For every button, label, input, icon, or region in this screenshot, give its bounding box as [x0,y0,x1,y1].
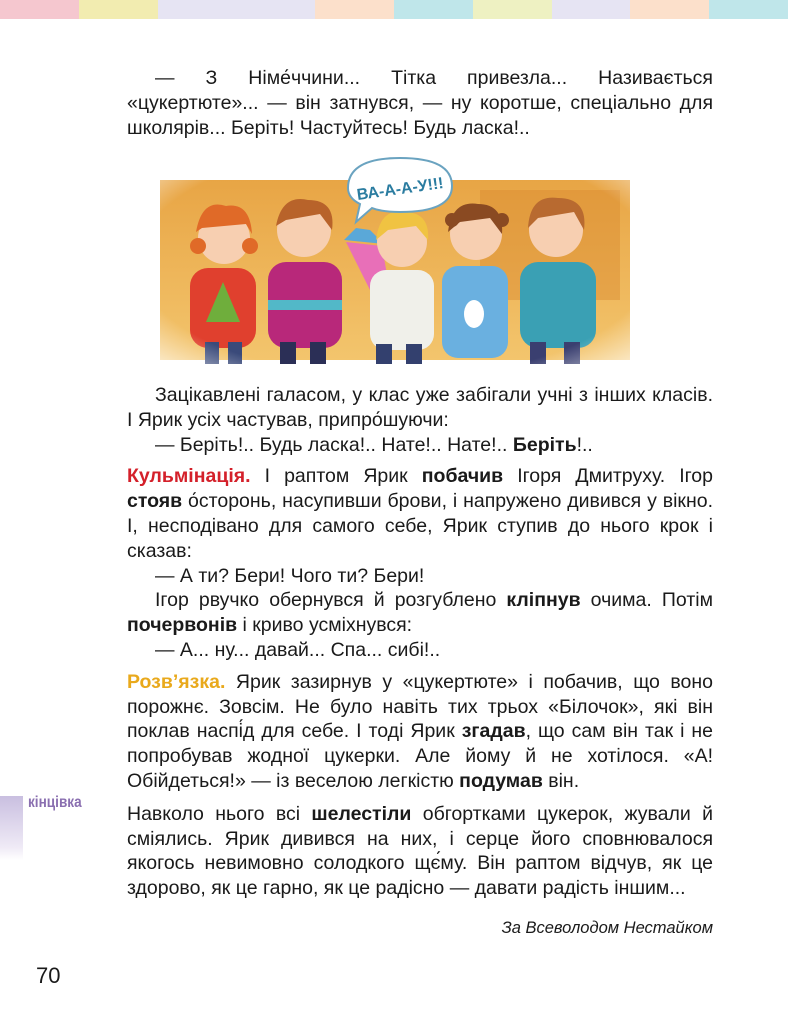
climax-paragraph [127,464,713,563]
top-bar-segment [0,0,79,19]
resolution-label: Розв’язка. [127,670,226,693]
ending-text: Навколо нього всі [127,802,312,825]
paragraph-intro [127,66,713,140]
ending-paragraph [127,802,713,901]
intro-text: — З Німе́ччини... Тітка привезла... Називається «цукертюте»... — він затнувся, — ну коротше, спеціально для школярів... Беріть! Частуйтесь! Будь ласка!.. [127,67,713,139]
quote-text: — Беріть!.. Будь ласка!.. Нате!.. Нате!.. [155,433,513,456]
climax-text: Ігор рвучко обернувся й розгублено [155,589,507,612]
climax-text: І раптом Ярик [250,465,422,488]
bold-word: Беріть [512,433,577,456]
climax-text: і криво усміхнувся: [237,614,413,637]
side-marker-bar [0,796,23,860]
climax-text: очима. Потім [580,589,713,612]
page-number: 70 [36,963,61,988]
climax-label: Кульмінація. [127,465,251,488]
top-bar-segment [79,0,158,19]
children-illustration [150,150,640,372]
bold-word: згадав [461,720,526,743]
top-bar-segment [158,0,237,19]
climax-text: Ігоря Дмитруху. Ігор [503,465,713,488]
top-bar-segment [552,0,631,19]
bold-word: стояв [127,490,183,513]
top-bar-segment [315,0,394,19]
top-bar-segment [709,0,788,19]
climax-quote: — А ти? Бери! Чого ти? Бери! [155,564,425,587]
top-color-bar [0,0,788,19]
climax-text: о́сторонь, насупивши брови, і напружено дивився у вікно. І, несподівано для самого себе, Ярик ступив до нього крок і сказав: [127,490,713,562]
development-text: Зацікавлені галасом, у клас уже забігали учні з інших класів. І Ярик усіх частував, припро́шуючи: [127,384,713,431]
resolution-text: , що сам він так і не попробував жодної цукерки. Але йому й не хотілося. «А! Обійдеться!» — із веселою легкістю [127,720,713,792]
illustration-vignette [150,150,640,372]
top-bar-segment [394,0,473,19]
ending-side-label: кінцівка [28,794,82,811]
bold-word: подумав [459,769,543,792]
development-quote [127,433,713,458]
top-bar-segment [473,0,552,19]
paragraph-development [127,383,713,901]
ending-text: обгортками цукерок, жували й сміялись. Ярик дивився на них, і серце його сповнювалося якогось невимовно солодкого щє́му. Він раптом відчув, як це здорово, як це гарно, як це радісно — давати радість іншим... [127,802,713,900]
resolution-text: Ярик зазирнув у «цукертюте» і побачив, що воно порожнє. Зовсім. Не було навіть тих трьох «Білочок», які він поклав наспі́д для себе. І тоді Ярик [127,670,713,743]
top-bar-segment [630,0,709,19]
resolution-text: він. [542,769,580,792]
author-credit: За Всеволодом Нестайком [501,919,713,937]
resolution-paragraph [127,670,713,794]
bold-word: шелестіли [311,802,412,825]
bold-word: почервонів [127,614,238,637]
top-bar-segment [236,0,315,19]
bold-word: побачив [421,465,504,488]
quote-end: !.. [576,433,593,456]
climax-reaction [127,588,713,638]
climax-answer: — А... ну... давай... Спа... сибі!.. [155,638,441,661]
bold-word: кліпнув [506,589,581,612]
